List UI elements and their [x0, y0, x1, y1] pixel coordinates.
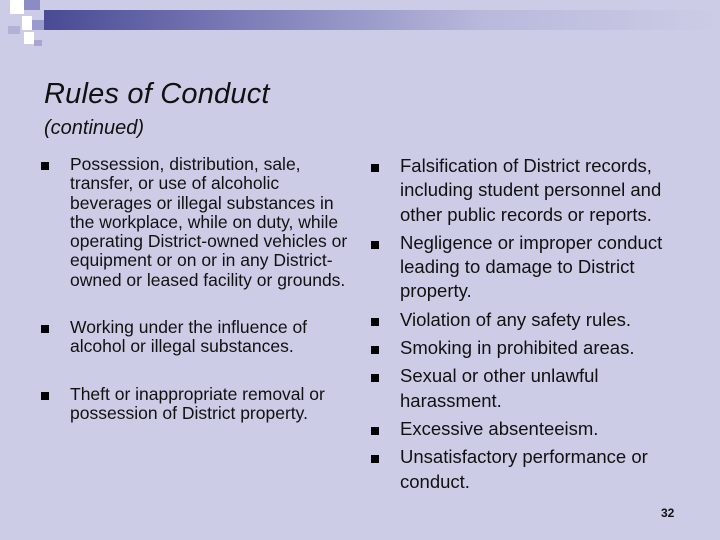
square-bullet-icon [371, 455, 379, 463]
page-number: 32 [661, 506, 675, 520]
square-bullet-icon [371, 164, 379, 172]
decor-square [8, 26, 20, 34]
list-item [370, 364, 670, 413]
square-bullet-icon [41, 392, 49, 400]
decor-square [24, 32, 34, 44]
right-bullet-list [370, 154, 670, 494]
list-item-text: Unsatisfactory performance or conduct. [400, 446, 648, 492]
left-bullet-list [40, 155, 360, 423]
list-item [370, 231, 670, 304]
list-item-text: Falsification of District records, including student personnel and other public records or reports. [400, 155, 662, 225]
list-item-text: Excessive absenteeism. [400, 417, 599, 439]
decor-square [10, 0, 24, 14]
list-item-text: Smoking in prohibited areas. [400, 337, 635, 359]
list-item-text: Possession, distribution, sale, transfer, or use of alcoholic beverages or illegal substances in the workplace, while on duty, while operating District-owned vehicles or equipment or on or in any District-owned or leased facility or grounds. [70, 154, 348, 290]
list-item [40, 385, 360, 424]
decor-square [32, 20, 44, 30]
square-bullet-icon [371, 318, 379, 326]
list-item [370, 417, 670, 441]
list-item [370, 336, 670, 360]
list-item-text: Negligence or improper conduct leading to damage to District property. [400, 231, 663, 302]
list-item [40, 318, 360, 357]
list-item [40, 155, 360, 290]
square-bullet-icon [371, 241, 379, 249]
list-item [370, 445, 670, 494]
slide-subtitle: (continued) [44, 117, 145, 139]
list-item-text: Violation of any safety rules. [400, 308, 632, 330]
decor-square [22, 16, 32, 30]
square-bullet-icon [41, 325, 49, 333]
list-item-text: Sexual or other unlawful harassment. [400, 365, 599, 411]
slide-title: Rules of Conduct [44, 78, 270, 110]
decor-square [24, 0, 40, 10]
decor-square [34, 40, 42, 46]
square-bullet-icon [41, 162, 49, 170]
list-item-text: Theft or inappropriate removal or possession of District property. [70, 383, 325, 423]
header-gradient-bar [44, 10, 720, 30]
list-item-text: Working under the influence of alcohol or illegal substances. [70, 317, 308, 357]
list-item [370, 154, 670, 227]
square-bullet-icon [371, 346, 379, 354]
square-bullet-icon [371, 374, 379, 382]
list-item [370, 308, 670, 332]
header-decoration [0, 0, 720, 48]
square-bullet-icon [371, 427, 379, 435]
